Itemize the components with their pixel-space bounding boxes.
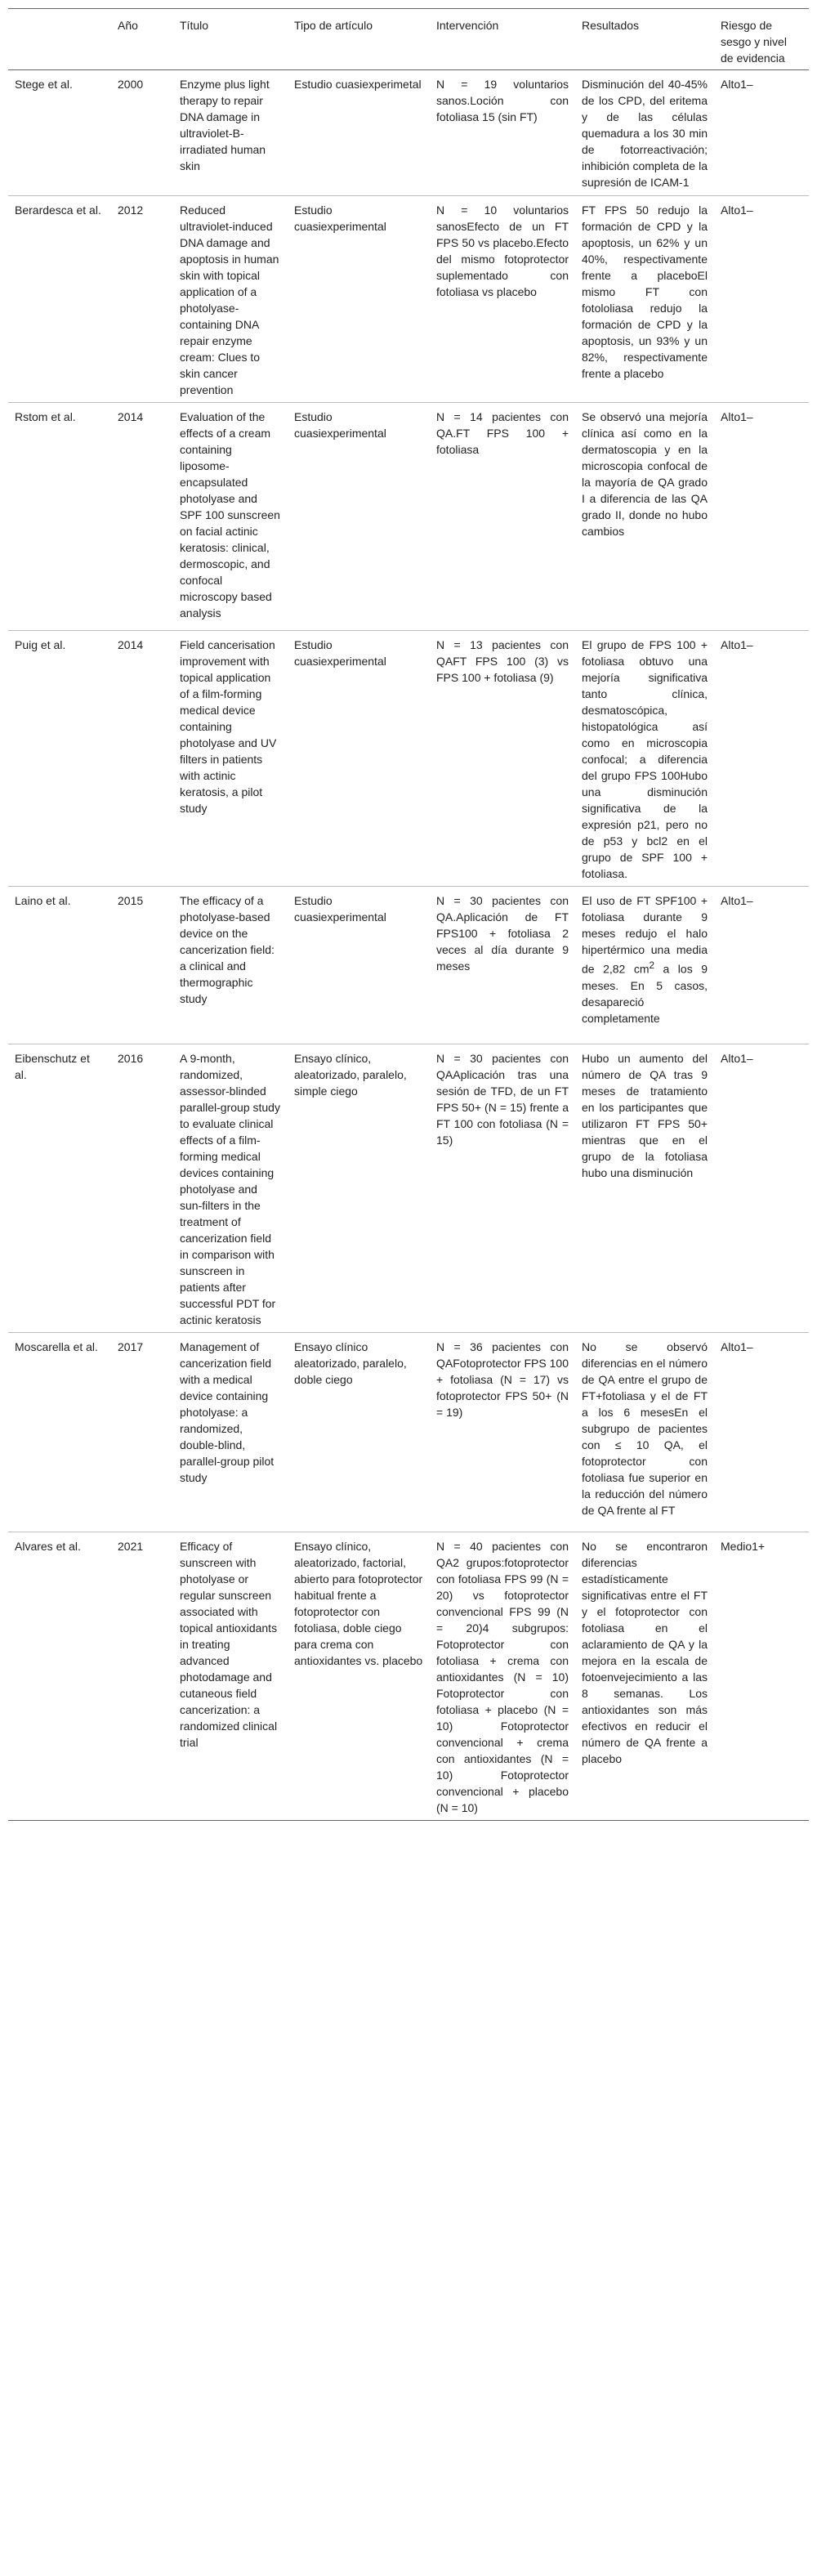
header-intervencion: Intervención (436, 19, 499, 32)
cell-anio: 2012 (118, 203, 144, 217)
cell-resultados: El grupo de FPS 100 + fotoliasa obtuvo una mejoría significativa tanto clínica, desmatoscópica, histopatológica así como en microscopia confocal; a diferencia del grupo FPS 100Hubo una disminución significativa de la expresión p21, pero no de p53 y bcl2 en el grupo de SPF 100 + fotoliasa. (582, 638, 708, 880)
cell-intervencion: N = 30 pacientes con QA.Aplicación de FT FPS100 + fotoliasa 2 veces al día durante 9 meses (436, 894, 569, 973)
cell-tipo: Estudio cuasiexperimetal (294, 78, 422, 91)
cell-riesgo: Alto1– (721, 894, 753, 907)
header-autor (8, 9, 111, 70)
cell-titulo: Evaluation of the effects of a cream containing liposome-encapsulated photolyase and SPF 100 sunscreen on facial actinic keratosis: clinical, dermoscopic, and confocal microscopy based analysis (180, 410, 280, 619)
header-tipo: Tipo de artículo (294, 19, 373, 32)
header-resultados: Resultados (582, 19, 640, 32)
cell-titulo: Field cancerisation improvement with topical application of a film-forming medical device containing photolyase and UV filters in patients with actinic keratosis, a pilot study (180, 638, 277, 815)
header-riesgo: Riesgo de sesgo y nivel de evidencia (721, 19, 787, 65)
cell-tipo: Estudio cuasiexperimental (294, 203, 386, 233)
cell-intervencion: N = 36 pacientes con QAFotoprotector FPS 100 + fotoliasa (N = 17) vs fotoprotector FPS 50+ (N = 19) (436, 1340, 569, 1419)
cell-anio: 2014 (118, 638, 144, 651)
cell-tipo: Estudio cuasiexperimental (294, 410, 386, 440)
cell-riesgo: Alto1– (721, 410, 753, 423)
cell-resultados: Hubo un aumento del número de QA tras 9 meses de tratamiento en los participantes que utilizaron FT FPS 50+ mientras que en el grupo de la fotoliasa hubo una disminución (582, 1052, 708, 1179)
cell-riesgo: Alto1– (721, 1340, 753, 1353)
cell-riesgo: Alto1– (721, 638, 753, 651)
cell-resultados: No se observó diferencias en el número de QA entre el grupo de FT+fotoliasa y el de FT a los 6 mesesEn el subgrupo de pacientes con ≤ 10 QA, el fotoprotector con fotoliasa fue superior en la reducción del número de QA frente al FT (582, 1340, 708, 1517)
cell-titulo: A 9-month, randomized, assessor-blinded parallel-group study to evaluate clinical effects of a film-forming medical devices containing photolyase and sun-filters in the treatment of cancerization field in comparison with sunscreen in patients after successful PDT for actinic keratosis (180, 1052, 280, 1326)
cell-anio: 2000 (118, 78, 144, 91)
table-body (8, 70, 809, 1821)
table-row (8, 70, 809, 196)
cell-intervencion: N = 13 pacientes con QAFT FPS 100 (3) vs FPS 100 + fotoliasa (9) (436, 638, 569, 684)
cell-autor: Alvares et al. (15, 1540, 81, 1553)
cell-riesgo: Medio1+ (721, 1540, 766, 1553)
header-titulo: Título (180, 19, 209, 32)
table-row (8, 1044, 809, 1333)
cell-riesgo: Alto1– (721, 78, 753, 91)
cell-anio: 2015 (118, 894, 144, 907)
cell-titulo: Management of cancerization field with a medical device containing photolyase: a randomized, double-blind, parallel-group pilot study (180, 1340, 275, 1484)
cell-resultados: FT FPS 50 redujo la formación de CPD y la apoptosis, un 62% y un 40%, respectivamente frente a placeboEl mismo FT con fotololiasa redujo la formación de CPD y la apoptosis, un 93% y un 82%, respectivamente frente a placebo (582, 203, 708, 380)
header-anio: Año (118, 19, 138, 32)
cell-resultados: No se encontraron diferencias estadísticamente significativas entre el FT y el fotoprotector con fotoliasa en el aclaramiento de QA y la mejora en la escala de fotoenvejecimiento a las 8 semanas. Los antioxidantes son más efectivos en reducir el número de QA frente a placebo (582, 1540, 708, 1765)
table-header (8, 9, 809, 70)
cell-intervencion: N = 30 pacientes con QAAplicación tras una sesión de TFD, de un FT FPS 50+ (N = 15) frente a FT 100 con fotoliasa (N = 15) (436, 1052, 569, 1147)
table-row (8, 887, 809, 1044)
cell-tipo: Estudio cuasiexperimental (294, 638, 386, 668)
cell-tipo: Ensayo clínico aleatorizado, paralelo, doble ciego (294, 1340, 407, 1386)
cell-resultados: Se observó una mejoría clínica así como en la dermatoscopia y en la microscopia confocal de la mayoría de QA grado I a diferencia de las QA grado II, donde no hubo cambios (582, 410, 708, 538)
cell-titulo: Reduced ultraviolet-induced DNA damage and apoptosis in human skin with topical application of a photolyase-containing DNA repair enzyme cream: Clues to skin cancer prevention (180, 203, 279, 396)
table-container (8, 8, 809, 1821)
cell-autor: Moscarella et al. (15, 1340, 98, 1353)
cell-anio: 2021 (118, 1540, 144, 1553)
cell-anio: 2014 (118, 410, 144, 423)
cell-riesgo: Alto1– (721, 1052, 753, 1065)
cell-tipo: Estudio cuasiexperimental (294, 894, 386, 924)
cell-autor: Laino et al. (15, 894, 71, 907)
table-row (8, 196, 809, 403)
cell-autor: Puig et al. (15, 638, 66, 651)
cell-intervencion: N = 40 pacientes con QA2 grupos:fotoprotector con fotoliasa FPS 99 (N = 20) vs fotoprotector convencional FPS 99 (N = 20)4 subgrupos: Fotoprotector con fotoliasa + crema con antioxidantes (N = 10) Fotoprotector con fotoliasa + placebo (N = 10) Fotoprotector convencional + crema con antioxidantes (N = 10) Fotoprotector convencional + placebo (N = 10) (436, 1540, 569, 1814)
header-row (8, 9, 809, 70)
table-row (8, 631, 809, 887)
cell-autor: Stege et al. (15, 78, 73, 91)
cell-anio: 2017 (118, 1340, 144, 1353)
cell-titulo: The efficacy of a photolyase-based device on the cancerization field: a clinical and thermographic study (180, 894, 275, 1005)
cell-autor: Berardesca et al. (15, 203, 101, 217)
table-row (8, 1333, 809, 1532)
cell-anio: 2016 (118, 1052, 144, 1065)
cell-intervencion: N = 19 voluntarios sanos.Loción con fotoliasa 15 (sin FT) (436, 78, 569, 123)
cell-titulo: Efficacy of sunscreen with photolyase or regular sunscreen associated with topical antioxidants in treating advanced photodamage and cutaneous field cancerization: a randomized clinical trial (180, 1540, 278, 1749)
cell-resultados: El uso de FT SPF100 + fotoliasa durante 9 meses redujo el halo hipertérmico una media de 2,82 $cm^2$ a los 9 meses. En 5 casos, desapareció completamente (582, 894, 708, 1025)
cell-resultados: Disminución del 40-45% de los CPD, del eritema y de las células quemadura a los 30 min de fotorreactivación; inhibición completa de la supresión de ICAM-1 (582, 78, 708, 189)
cell-tipo: Ensayo clínico, aleatorizado, paralelo, simple ciego (294, 1052, 407, 1098)
cell-tipo: Ensayo clínico, aleatorizado, factorial, abierto para fotoprotector habitual frente a fotoprotector con fotoliasa, doble ciego para crema con antioxidantes vs. placebo (294, 1540, 423, 1667)
table-row (8, 1532, 809, 1821)
cell-titulo: Enzyme plus light therapy to repair DNA damage in ultraviolet-B-irradiated human skin (180, 78, 270, 172)
cell-autor: Rstom et al. (15, 410, 76, 423)
cell-intervencion: N = 10 voluntarios sanosEfecto de un FT FPS 50 vs placebo.Efecto del mismo fotoprotector suplementado con fotoliasa vs placebo (436, 203, 569, 298)
cell-intervencion: N = 14 pacientes con QA.FT FPS 100 + fotoliasa (436, 410, 569, 456)
cell-autor: Eibenschutz et al. (15, 1052, 90, 1081)
studies-table (8, 8, 809, 1821)
table-row (8, 403, 809, 631)
cell-riesgo: Alto1– (721, 203, 753, 217)
